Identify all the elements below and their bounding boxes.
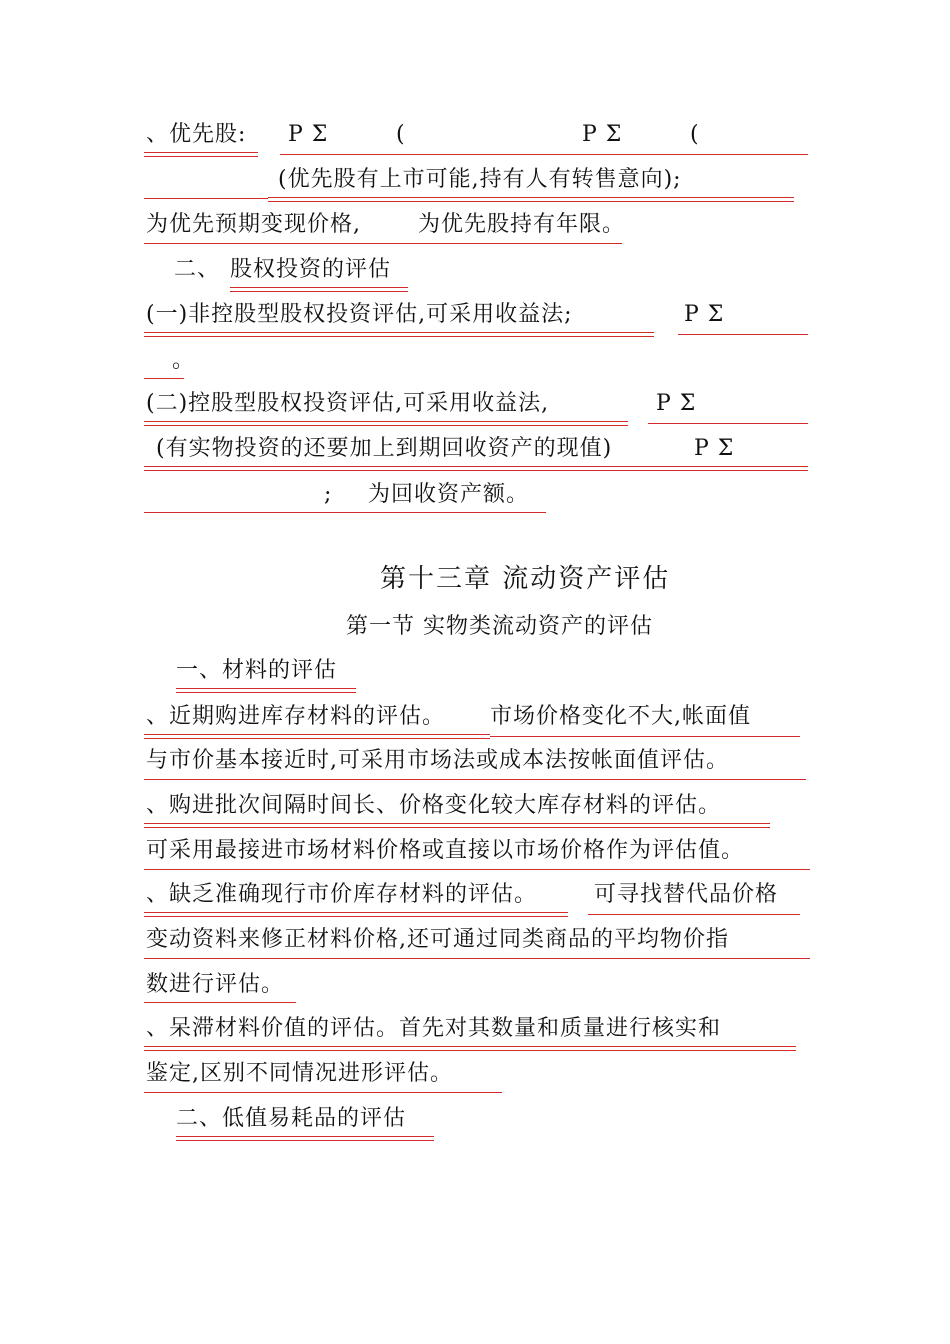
underline — [176, 1136, 434, 1141]
paragraph: (一)非控股型股权投资评估,可采用收益法; — [146, 302, 573, 327]
list-item: 、呆滞材料价值的评估。首先对其数量和质量进行核实和 — [146, 1016, 722, 1041]
formula-paren: ( — [396, 122, 406, 147]
underline — [144, 1046, 796, 1051]
preferred-stock-label: 、优先股: — [146, 122, 247, 147]
text-line: (优先股有上市可能,持有人有转售意向); — [278, 167, 682, 192]
underline — [176, 688, 356, 693]
formula-paren: ( — [690, 122, 700, 147]
underline — [280, 154, 808, 155]
underline — [144, 421, 628, 426]
text-line: 与市价基本接近时,可采用市场法或成本法按帐面值评估。 — [146, 748, 729, 773]
chapter-title: 第十三章 流动资产评估 — [380, 564, 671, 594]
text-line: 变动资料来修正材料价格,还可通过同类商品的平均物价指 — [146, 927, 729, 952]
period: 。 — [172, 348, 196, 373]
underline — [144, 378, 184, 379]
list-item: 、购进批次间隔时间长、价格变化较大库存材料的评估。 — [146, 793, 722, 818]
underline — [144, 466, 808, 471]
underline — [144, 1092, 502, 1093]
text-line: 可采用最接进市场材料价格或直接以市场价格作为评估值。 — [146, 838, 745, 863]
paragraph: (二)控股型股权投资评估,可采用收益法, — [146, 391, 550, 416]
formula-symbol: P Σ — [694, 436, 735, 461]
subsection-heading: 二、低值易耗品的评估 — [176, 1106, 407, 1131]
underline — [144, 779, 806, 780]
underline — [144, 1002, 296, 1003]
formula-symbol: P Σ — [288, 122, 329, 147]
text-line: 为优先股持有年限。 — [418, 212, 626, 237]
underline — [144, 332, 654, 337]
text-line: 鉴定,区别不同情况进形评估。 — [146, 1061, 453, 1086]
underline — [230, 287, 408, 292]
underline — [268, 197, 794, 202]
list-item: 可寻找替代品价格 — [594, 882, 779, 907]
underline — [678, 334, 808, 335]
underline — [490, 736, 800, 737]
list-item: 、近期购进库存材料的评估。 — [146, 704, 446, 729]
underline — [588, 914, 800, 915]
underline — [144, 734, 490, 739]
underline — [144, 958, 810, 959]
section-number: 二、 — [174, 257, 221, 282]
list-item: 、缺乏准确现行市价库存材料的评估。 — [146, 882, 538, 907]
text-line: 为回收资产额。 — [368, 482, 530, 507]
text-line: 数进行评估。 — [146, 972, 285, 997]
formula-symbol: P Σ — [656, 391, 697, 416]
underline — [144, 152, 258, 157]
formula-symbol: P Σ — [582, 122, 623, 147]
section-heading: 股权投资的评估 — [230, 257, 392, 282]
underline — [144, 243, 622, 244]
underline — [144, 869, 810, 870]
section-title: 第一节 实物类流动资产的评估 — [346, 614, 653, 639]
underline — [144, 823, 770, 828]
paragraph: (有实物投资的还要加上到期回收资产的现值) — [156, 436, 613, 461]
underline — [144, 512, 546, 513]
list-item: 市场价格变化不大,帐面值 — [490, 704, 751, 729]
subsection-heading: 一、材料的评估 — [176, 658, 338, 683]
underline — [648, 423, 808, 424]
text-line: 为优先预期变现价格, — [146, 212, 361, 237]
underline — [144, 912, 568, 917]
semicolon: ; — [324, 482, 333, 507]
underline — [144, 198, 268, 199]
formula-symbol: P Σ — [684, 302, 725, 327]
